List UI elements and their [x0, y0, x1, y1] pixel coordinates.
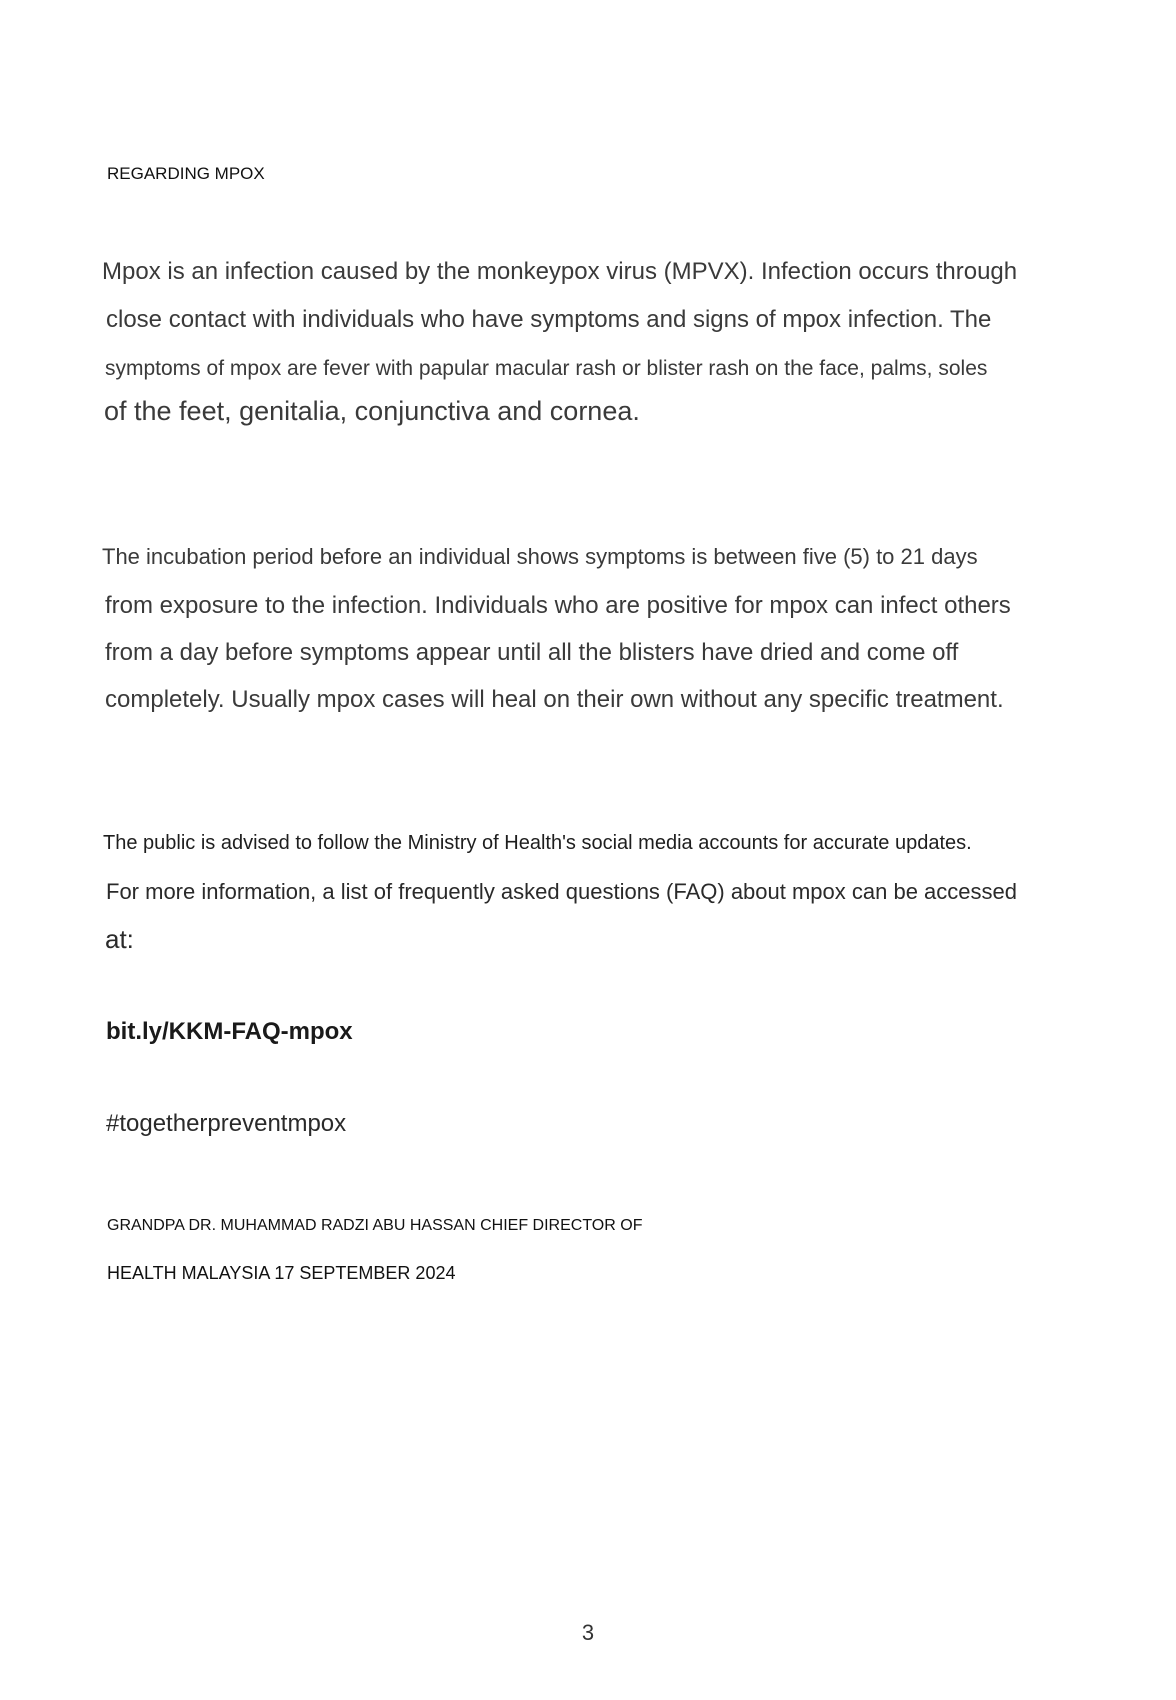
paragraph-line: completely. Usually mpox cases will heal on their own without any specific treatment.: [105, 686, 1004, 713]
paragraph-line: close contact with individuals who have symptoms and signs of mpox infection. The: [106, 306, 992, 333]
paragraph-line: at:: [105, 924, 134, 954]
paragraph-line: Mpox is an infection caused by the monkeypox virus (MPVX). Infection occurs through: [102, 258, 1018, 285]
faq-link[interactable]: bit.ly/KKM-FAQ-mpox: [106, 1018, 353, 1045]
paragraph-line: from a day before symptoms appear until all the blisters have dried and come off: [105, 639, 959, 666]
signature-line: GRANDPA DR. MUHAMMAD RADZI ABU HASSAN CHIEF DIRECTOR OF: [107, 1217, 643, 1234]
paragraph-line: The incubation period before an individual shows symptoms is between five (5) to 21 days: [102, 544, 978, 569]
paragraph-line: from exposure to the infection. Individuals who are positive for mpox can infect others: [105, 592, 1011, 619]
signature-line: HEALTH MALAYSIA 17 SEPTEMBER 2024: [107, 1263, 456, 1283]
document-heading: REGARDING MPOX: [107, 164, 265, 183]
paragraph-line: The public is advised to follow the Ministry of Health's social media accounts for accurate updates.: [103, 832, 972, 854]
paragraph-line: For more information, a list of frequently asked questions (FAQ) about mpox can be accessed: [106, 879, 1018, 904]
page-number: 3: [581, 1620, 595, 1645]
paragraph-line: of the feet, genitalia, conjunctiva and cornea.: [104, 396, 640, 426]
hashtag: #togetherpreventmpox: [106, 1110, 347, 1137]
paragraph-line: symptoms of mpox are fever with papular macular rash or blister rash on the face, palms, soles: [105, 357, 988, 380]
